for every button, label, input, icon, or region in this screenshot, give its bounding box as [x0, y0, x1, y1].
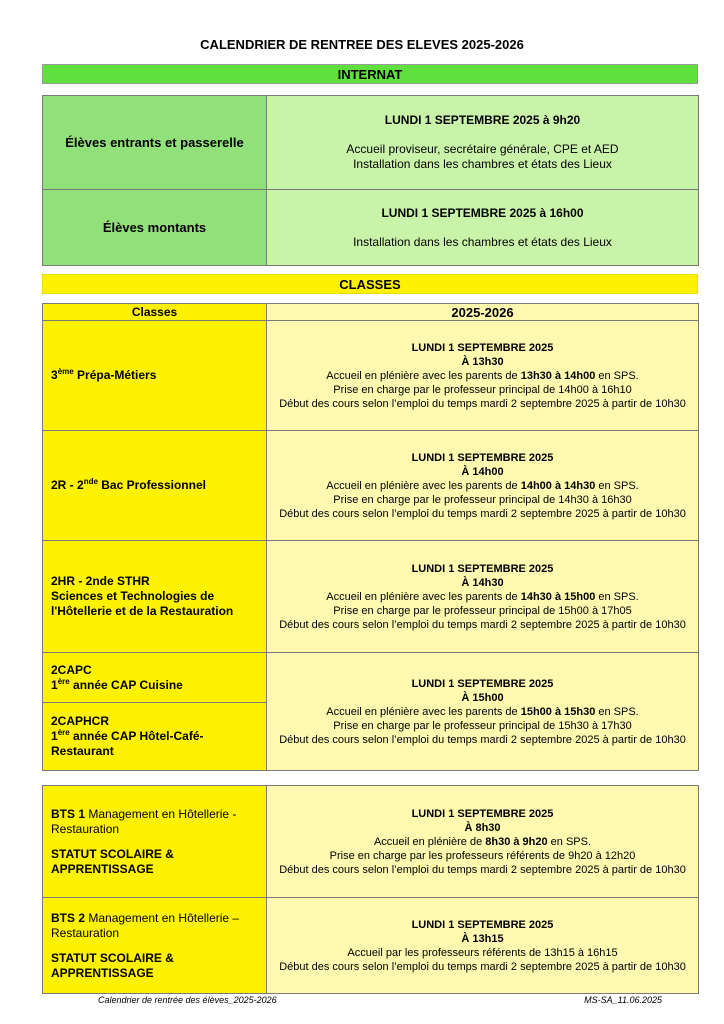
class-time-prepa: À 13h30	[461, 355, 504, 368]
class-detail-prepa	[267, 321, 699, 431]
class-time-cap: À 15h00	[461, 691, 504, 704]
accueil-pre-bacpro: Accueil en plénière avec les parents de	[326, 479, 521, 492]
class-detail-cap	[267, 653, 699, 771]
class-time-sthr: À 14h30	[461, 576, 504, 589]
class-date-bts1: LUNDI 1 SEPTEMBRE 2025	[411, 807, 554, 820]
prise-bts1: Prise en charge par les professeurs référents de 9h20 à 12h20	[329, 849, 636, 862]
class-label-prepa	[43, 321, 267, 431]
col-classes-header: Classes	[43, 304, 267, 321]
class-label-bacpro-a: 2R - 2	[51, 478, 84, 492]
internat-line2-entrants: Installation dans les chambres et états des Lieux	[353, 157, 612, 171]
class-date-sthr: LUNDI 1 SEPTEMBRE 2025	[411, 562, 554, 575]
internat-label-entrants: Élèves entrants et passerelle	[43, 96, 267, 190]
class-row-bts1	[43, 786, 699, 898]
prise-time-prepa: 14h00 à 16h10	[558, 383, 632, 396]
prise-pre-cap: Prise en charge par le professeur principal de	[333, 719, 559, 732]
accueil-post-bts1: en SPS.	[547, 835, 592, 848]
class-date-prepa: LUNDI 1 SEPTEMBRE 2025	[411, 341, 554, 354]
accueil-time-sthr: 14h30 à 15h00	[520, 590, 596, 603]
class-text-caphcr-1: année CAP Hôtel-Café-	[69, 729, 204, 743]
bts1-statut-2: APPRENTISSAGE	[51, 861, 154, 876]
debut-bts2: Début des cours selon l’emploi du temps mardi 2 septembre 2025 à partir de 10h30	[279, 960, 686, 973]
accueil-pre-cap: Accueil en plénière avec les parents de	[326, 705, 521, 718]
class-row-bacpro	[43, 431, 699, 541]
internat-date-montants: LUNDI 1 SEPTEMBRE 2025 à 16h00	[381, 205, 584, 220]
class-time-bts2: À 13h15	[461, 932, 504, 945]
class-label-prepa-num: 3	[51, 368, 58, 382]
bts2-statut-2: APPRENTISSAGE	[51, 965, 154, 980]
class-code-caphcr: 2CAPHCR	[51, 714, 110, 728]
accueil-post-sthr: en SPS.	[595, 590, 639, 603]
class-label-bacpro-b: Bac Professionnel	[97, 478, 206, 492]
class-label-caphcr	[43, 703, 267, 771]
bts2-statut-1: STATUT SCOLAIRE &	[51, 950, 174, 965]
class-sup-capc: ère	[57, 676, 70, 686]
class-text-capc: année CAP Cuisine	[69, 677, 183, 692]
internat-table	[42, 95, 699, 266]
class-row-bts2	[43, 898, 699, 994]
class-label-bts1	[43, 786, 267, 898]
class-num-caphcr: 1	[51, 729, 58, 743]
class-code-capc: 2CAPC	[51, 662, 92, 677]
accueil-time-cap: 15h00 à 15h30	[520, 705, 596, 718]
internat-row-entrants	[43, 96, 699, 190]
class-detail-sthr	[267, 541, 699, 653]
class-label-capc	[43, 653, 267, 703]
accueil-post-cap: en SPS.	[595, 705, 639, 718]
debut-cap: Début des cours selon l’emploi du temps mardi 2 septembre 2025 à partir de 10h30	[279, 733, 686, 746]
internat-row-montants	[43, 190, 699, 266]
debut-sthr: Début des cours selon l’emploi du temps mardi 2 septembre 2025 à partir de 10h30	[279, 618, 686, 631]
internat-detail-entrants	[267, 96, 699, 190]
prise-pre-bacpro: Prise en charge par le professeur principal de	[333, 493, 559, 506]
bts2-label-1: Management en Hôtellerie –	[85, 910, 240, 925]
prise-pre-sthr: Prise en charge par le professeur principal de	[333, 604, 559, 617]
footer-right: MS-SA_11.06.2025	[584, 995, 662, 1005]
debut-prepa: Début des cours selon l’emploi du temps mardi 2 septembre 2025 à partir de 10h30	[279, 397, 686, 410]
class-date-bts2: LUNDI 1 SEPTEMBRE 2025	[411, 918, 554, 931]
accueil-pre-prepa: Accueil en plénière avec les parents de	[326, 369, 521, 382]
class-num-capc: 1	[51, 677, 58, 692]
bts1-code: BTS 1	[51, 806, 86, 821]
class-date-cap: LUNDI 1 SEPTEMBRE 2025	[411, 677, 554, 690]
bts2-code: BTS 2	[51, 910, 86, 925]
class-detail-bacpro	[267, 431, 699, 541]
accueil-bts2: Accueil par les professeurs référents de 13h15 à 16h15	[347, 946, 618, 959]
accueil-time-bacpro: 14h00 à 14h30	[520, 479, 596, 492]
class-detail-bts1	[267, 786, 699, 898]
class-row-prepa	[43, 321, 699, 431]
class-sup-caphcr: ère	[57, 728, 70, 737]
class-row-capc	[43, 653, 699, 703]
internat-line1-montants: Installation dans les chambres et états des Lieux	[353, 234, 612, 249]
class-label-prepa-sup: ème	[57, 367, 74, 376]
internat-detail-montants	[267, 190, 699, 266]
bts1-label-1: Management en Hôtellerie -	[85, 806, 237, 821]
bts-table	[42, 785, 699, 994]
class-label-bts2	[43, 898, 267, 994]
class-date-bacpro: LUNDI 1 SEPTEMBRE 2025	[411, 451, 554, 464]
class-label-sthr-2: Sciences et Technologies de	[51, 589, 215, 603]
class-label-sthr	[43, 541, 267, 653]
class-label-bacpro	[43, 431, 267, 541]
bts1-label-2: Restauration	[51, 821, 120, 836]
accueil-time-bts1: 8h30 à 9h20	[485, 835, 548, 848]
internat-band: INTERNAT	[42, 64, 698, 84]
bts2-label-2: Restauration	[51, 925, 120, 940]
class-time-bts1: À 8h30	[464, 821, 501, 834]
bts1-statut-1: STATUT SCOLAIRE &	[51, 846, 174, 861]
class-row-sthr	[43, 541, 699, 653]
col-year-header: 2025-2026	[267, 304, 699, 321]
classes-header-row	[43, 304, 699, 321]
prise-time-sthr: 15h00 à 17h05	[558, 604, 632, 617]
internat-label-montants: Élèves montants	[43, 190, 267, 266]
page-title: CALENDRIER DE RENTREE DES ELEVES 2025-2026	[200, 37, 524, 52]
prise-pre-prepa: Prise en charge par le professeur principal de	[333, 383, 559, 396]
debut-bacpro: Début des cours selon l’emploi du temps mardi 2 septembre 2025 à partir de 10h30	[279, 507, 686, 520]
class-label-prepa-text: Prépa-Métiers	[73, 368, 157, 382]
prise-time-cap: 15h30 à 17h30	[558, 719, 632, 732]
accueil-post-prepa: en SPS.	[595, 369, 639, 382]
accueil-pre-bts1: Accueil en plénière de	[373, 835, 486, 848]
accueil-post-bacpro: en SPS.	[595, 479, 639, 492]
internat-line1-entrants: Accueil proviseur, secrétaire générale, CPE et AED	[346, 142, 619, 156]
class-label-bacpro-sup: nde	[83, 477, 98, 486]
class-text-caphcr-2: Restaurant	[51, 744, 114, 758]
classes-band: CLASSES	[42, 274, 698, 294]
footer-left: Calendrier de rentrée des élèves_2025-2026	[98, 995, 277, 1005]
class-label-sthr-1: 2HR - 2nde STHR	[51, 574, 150, 588]
accueil-time-prepa: 13h30 à 14h00	[520, 369, 596, 382]
classes-table	[42, 303, 699, 771]
accueil-pre-sthr: Accueil en plénière avec les parents de	[326, 590, 521, 603]
class-detail-bts2	[267, 898, 699, 994]
internat-date-entrants: LUNDI 1 SEPTEMBRE 2025 à 9h20	[384, 113, 581, 127]
class-label-sthr-3: l'Hôtellerie et de la Restauration	[51, 604, 234, 618]
prise-time-bacpro: 14h30 à 16h30	[558, 493, 632, 506]
debut-bts1: Début des cours selon l’emploi du temps mardi 2 septembre 2025 à partir de 10h30	[279, 863, 686, 876]
class-time-bacpro: À 14h00	[461, 465, 504, 478]
